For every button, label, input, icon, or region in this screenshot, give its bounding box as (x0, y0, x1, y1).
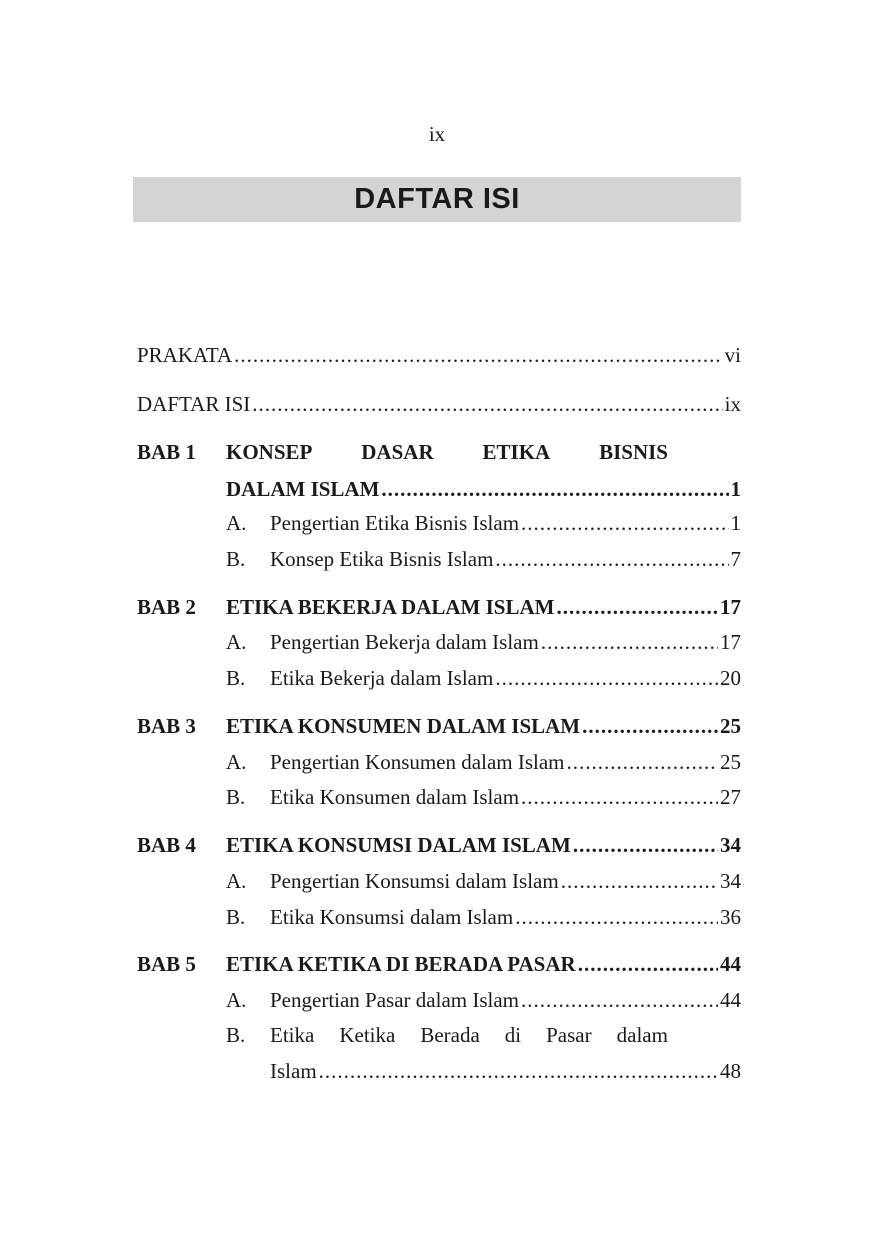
toc-entry-bab-3-a[interactable]: Pengertian Konsumen dalam Islam ..... 25 (270, 750, 741, 775)
toc-entry-bab-2-b[interactable]: Etika Bekerja dalam Islam ..... 20 (270, 666, 741, 691)
section-letter: B. (226, 547, 246, 571)
toc-entry-bab-3-b[interactable]: Etika Konsumen dalam Islam ..... 27 (270, 785, 741, 810)
leader-dots (515, 905, 718, 930)
chapter-label: BAB 4 (137, 833, 196, 857)
chapter-label: BAB 3 (137, 714, 196, 738)
leader-dots (495, 666, 718, 691)
chapter-label: BAB 5 (137, 952, 196, 976)
section-letter: B. (226, 905, 246, 929)
leader-dots (252, 392, 722, 417)
chapter-label: BAB 2 (137, 595, 196, 619)
leader-dots (573, 833, 718, 858)
toc-entry-bab-4[interactable]: ETIKA KONSUMSI DALAM ISLAM ..... 34 (226, 833, 741, 858)
toc-entry-bab-5-a[interactable]: Pengertian Pasar dalam Islam ..... 44 (270, 988, 741, 1013)
section-letter: A. (226, 511, 247, 535)
section-letter: B. (226, 1023, 246, 1047)
section-letter: A. (226, 750, 247, 774)
toc-entry-bab-4-b[interactable]: Etika Konsumsi dalam Islam ..... 36 (270, 905, 741, 930)
section-letter: A. (226, 869, 247, 893)
leader-dots (541, 630, 718, 655)
toc-entry-bab-4-a[interactable]: Pengertian Konsumsi dalam Islam ..... 34 (270, 869, 741, 894)
chapter-title-line: KONSEP DASAR ETIKA BISNIS (226, 440, 668, 464)
leader-dots (234, 343, 722, 368)
section-letter: B. (226, 785, 246, 809)
leader-dots (381, 477, 728, 502)
toc-entry-bab-1-a[interactable]: Pengertian Etika Bisnis Islam ..... 1 (270, 511, 741, 536)
section-title-line: Etika Ketika Berada di Pasar dalam (270, 1023, 668, 1047)
toc-entry-bab-2[interactable]: ETIKA BEKERJA DALAM ISLAM ..... 17 (226, 595, 741, 620)
section-letter: A. (226, 630, 247, 654)
toc-entry-bab-1[interactable]: DALAM ISLAM ..... 1 (226, 477, 741, 502)
chapter-label: BAB 1 (137, 440, 196, 464)
toc-entry-bab-3[interactable]: ETIKA KONSUMEN DALAM ISLAM ..... 25 (226, 714, 741, 739)
leader-dots (567, 750, 718, 775)
leader-dots (556, 595, 718, 620)
section-letter: A. (226, 988, 247, 1012)
toc-entry-bab-5[interactable]: ETIKA KETIKA DI BERADA PASAR ..... 44 (226, 952, 741, 977)
leader-dots (582, 714, 718, 739)
toc-entry-bab-5-b[interactable]: Islam ..... 48 (270, 1059, 741, 1084)
page-number: ix (428, 122, 446, 146)
toc-entry-prakata[interactable]: PRAKATA ..... vi (137, 343, 741, 368)
title-banner (133, 177, 741, 222)
leader-dots (578, 952, 718, 977)
leader-dots (561, 869, 718, 894)
leader-dots (521, 988, 718, 1013)
section-letter: B. (226, 666, 246, 690)
leader-dots (521, 511, 728, 536)
page-title: DAFTAR ISI (354, 183, 520, 215)
toc-entry-bab-2-a[interactable]: Pengertian Bekerja dalam Islam ..... 17 (270, 630, 741, 655)
leader-dots (495, 547, 728, 572)
leader-dots (521, 785, 718, 810)
toc-entry-bab-1-b[interactable]: Konsep Etika Bisnis Islam ..... 7 (270, 547, 741, 572)
leader-dots (319, 1059, 718, 1084)
toc-entry-daftar-isi[interactable]: DAFTAR ISI ..... ix (137, 392, 741, 417)
